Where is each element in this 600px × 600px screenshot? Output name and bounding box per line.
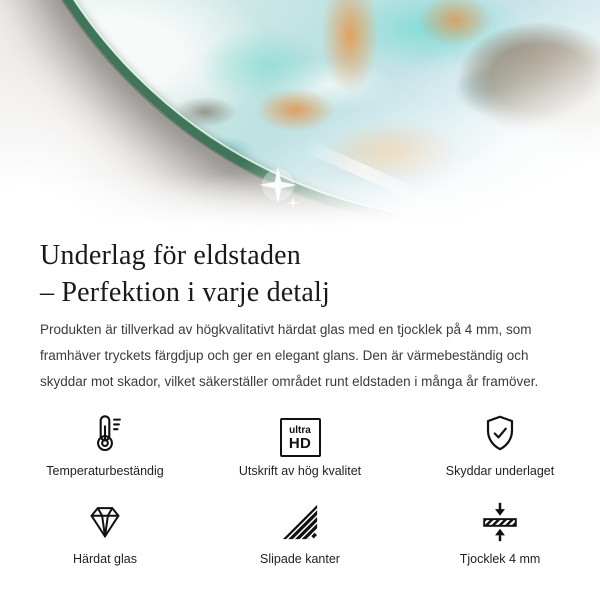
feature-thickness	[400, 495, 600, 567]
shield-check-icon	[477, 407, 523, 457]
page-title	[40, 237, 560, 311]
feature-polished-edges	[200, 495, 400, 567]
ultra-hd-icon	[280, 407, 321, 457]
feature-protects-surface	[400, 407, 600, 479]
feature-label: Skyddar underlaget	[445, 464, 555, 478]
feature-grid	[10, 407, 600, 567]
feature-label: Utskrift av hög kvalitet	[238, 464, 362, 478]
feature-print-quality	[200, 407, 400, 479]
feature-tempered-glass	[10, 495, 200, 567]
ultra-hd-icon-text-top: ultra	[289, 424, 311, 436]
page-title-line1: Underlag för eldstaden	[40, 240, 301, 271]
glass-disc	[0, 0, 600, 230]
feature-label: Härdat glas	[73, 552, 137, 566]
thermometer-icon	[82, 407, 128, 457]
ultra-hd-icon-text-bottom: HD	[288, 434, 312, 452]
feature-label: Slipade kanter	[260, 552, 340, 566]
page-title-line2: – Perfektion i varje detalj	[40, 277, 330, 308]
beveled-edges-icon	[277, 495, 323, 545]
thickness-icon	[477, 495, 523, 545]
feature-label: Temperaturbeständig	[46, 464, 164, 478]
feature-temperature-resistant	[10, 407, 200, 479]
product-description: Produkten är tillverkad av högkvalitativt härdat glas med en tjocklek på 4 mm, som framhäver tryckets färgdjup och ger en elegant glans. Den är värmebeständig och skyddar mot skador, vilket säkerställer området runt eldstaden i många år framöver.	[40, 322, 539, 389]
feature-label: Tjocklek 4 mm	[459, 552, 541, 566]
diamond-icon	[82, 495, 128, 545]
product-image	[0, 0, 600, 235]
